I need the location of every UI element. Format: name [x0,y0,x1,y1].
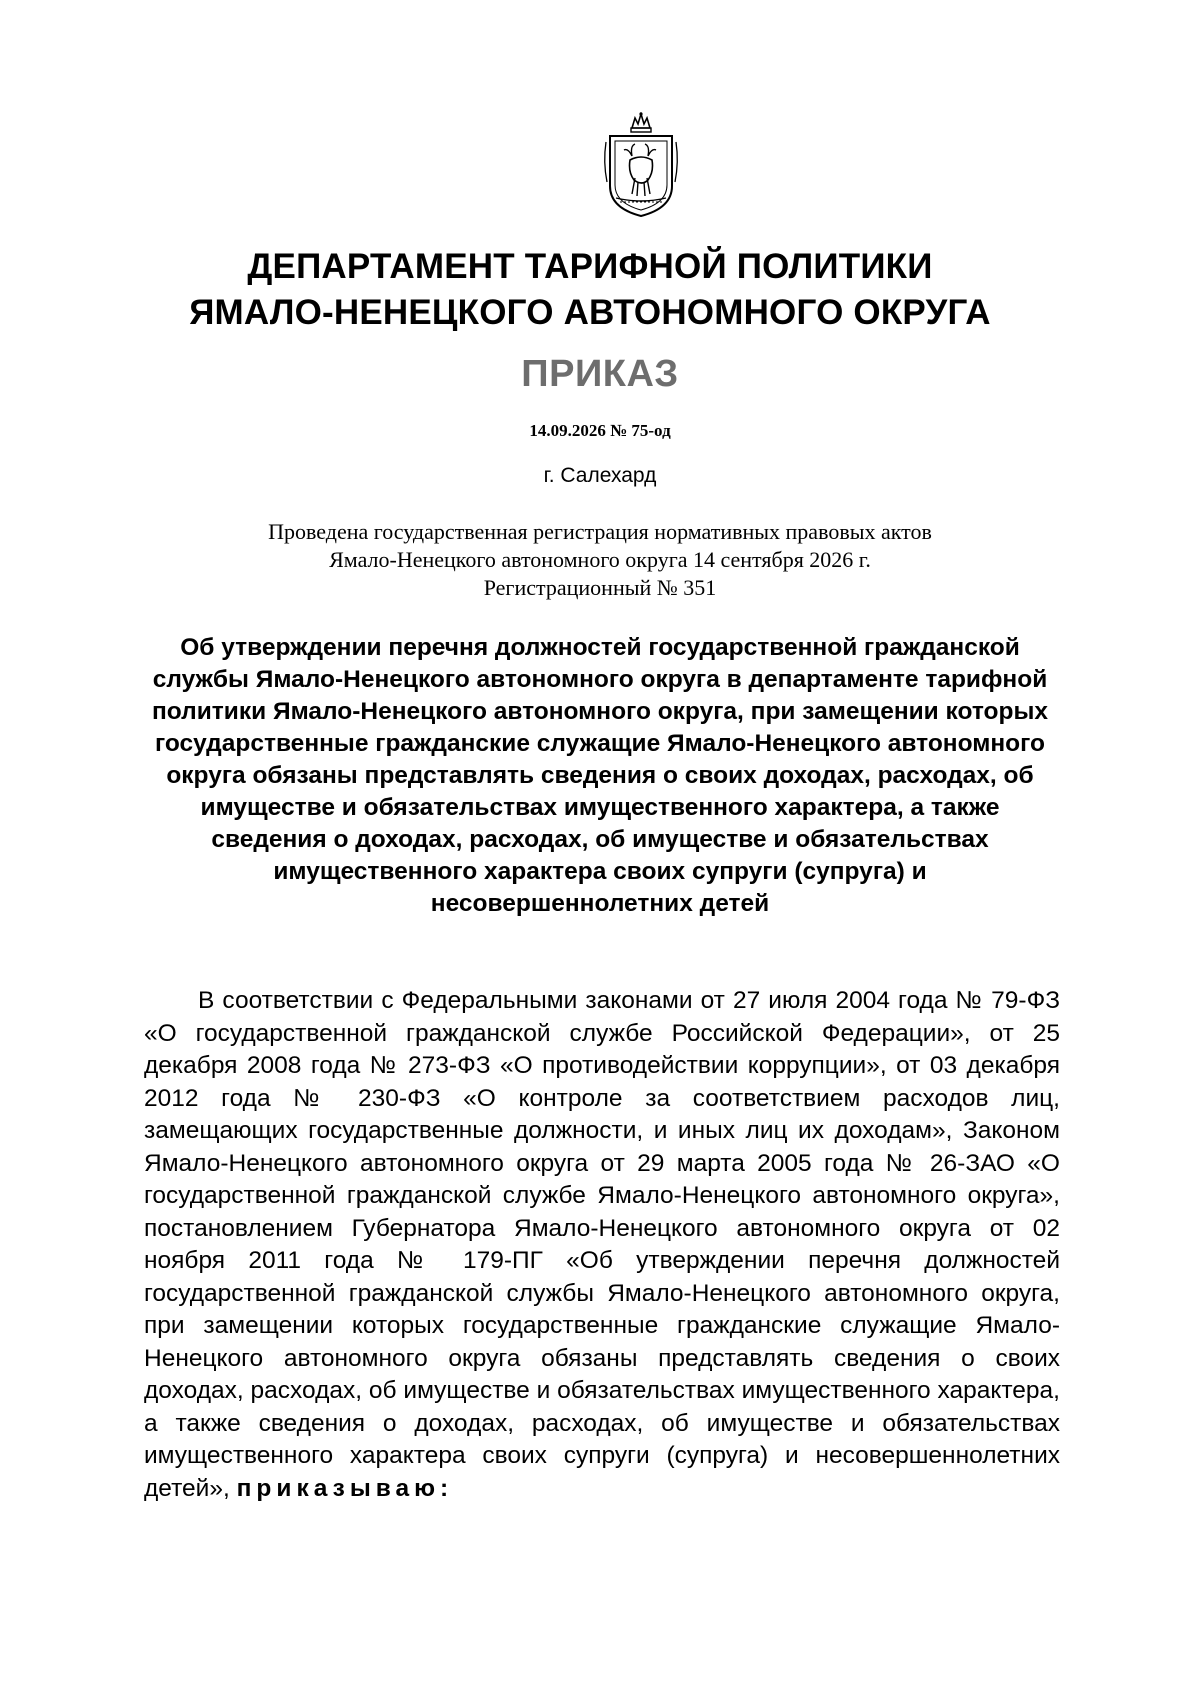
department-title-line1: ДЕПАРТАМЕНТ ТАРИФНОЙ ПОЛИТИКИ [247,247,933,286]
document-type: ПРИКАЗ [521,353,679,395]
registration-line1: Проведена государственная регистрация нормативных правовых актов [268,519,932,544]
department-title-line2: ЯМАЛО-НЕНЕЦКОГО АВТОНОМНОГО ОКРУГА [189,293,991,332]
body-paragraph-text: В соответствии с Федеральными законами от 27 июля 2004 года № 79-ФЗ «О государственной гражданской службе Российской Федерации», от 25 декабря 2008 года № 273-ФЗ «О противодействии коррупции», от 03 декабря 2012 года № 230-ФЗ «О контроле за соответствием расходов лиц, замещающих государственные должности, и иных лиц их доходам», Законом Ямало-Ненецкого автономного округа от 29 марта 2005 года № 26-ЗАО «О государственной гражданской службе Ямало-Ненецкого автономного округа», постановлением Губернатора Ямало-Ненецкого автономного округа от 02 ноября 2011 года № 179-ПГ «Об утверждении перечня должностей государственной гражданской службы Ямало-Ненецкого автономного округа, при замещении которых государственные гражданские служащие Ямало-Ненецкого автономного округа обязаны представлять сведения о своих доходах, расходах, об имуществе и обязательствах имущественного характера, а также сведения о доходах, расходах, об имуществе и обязательствах имущественного характера своих супруги (супруга) и несовершеннолетних детей», [144,987,1060,1502]
registration-line2: Ямало-Ненецкого автономного округа 14 сентября 2026 г. [329,547,871,572]
coat-of-arms-icon [602,112,680,220]
order-heading: Об утверждении перечня должностей государственной гражданской службы Ямало-Ненецкого автономного округа в департаменте тарифной политики Ямало-Ненецкого автономного округа, при замещении которых государственные гражданские служащие Ямало-Ненецкого автономного округа обязаны представлять сведения о своих доходах, расходах, об имуществе и обязательствах имущественного характера, а также сведения о доходах, расходах, об имуществе и обязательствах имущественного характера своих супруги (супруга) и несовершеннолетних детей [152,634,1048,917]
registration-note [180,518,1020,602]
registration-line3: Регистрационный № 351 [483,575,717,600]
order-date-number: 14.09.2026 № 75-од [529,421,671,440]
decree-word: приказываю: [236,1474,454,1502]
body-paragraph [144,985,1060,1505]
city: г. Салехард [543,464,657,487]
department-title [150,244,1030,336]
